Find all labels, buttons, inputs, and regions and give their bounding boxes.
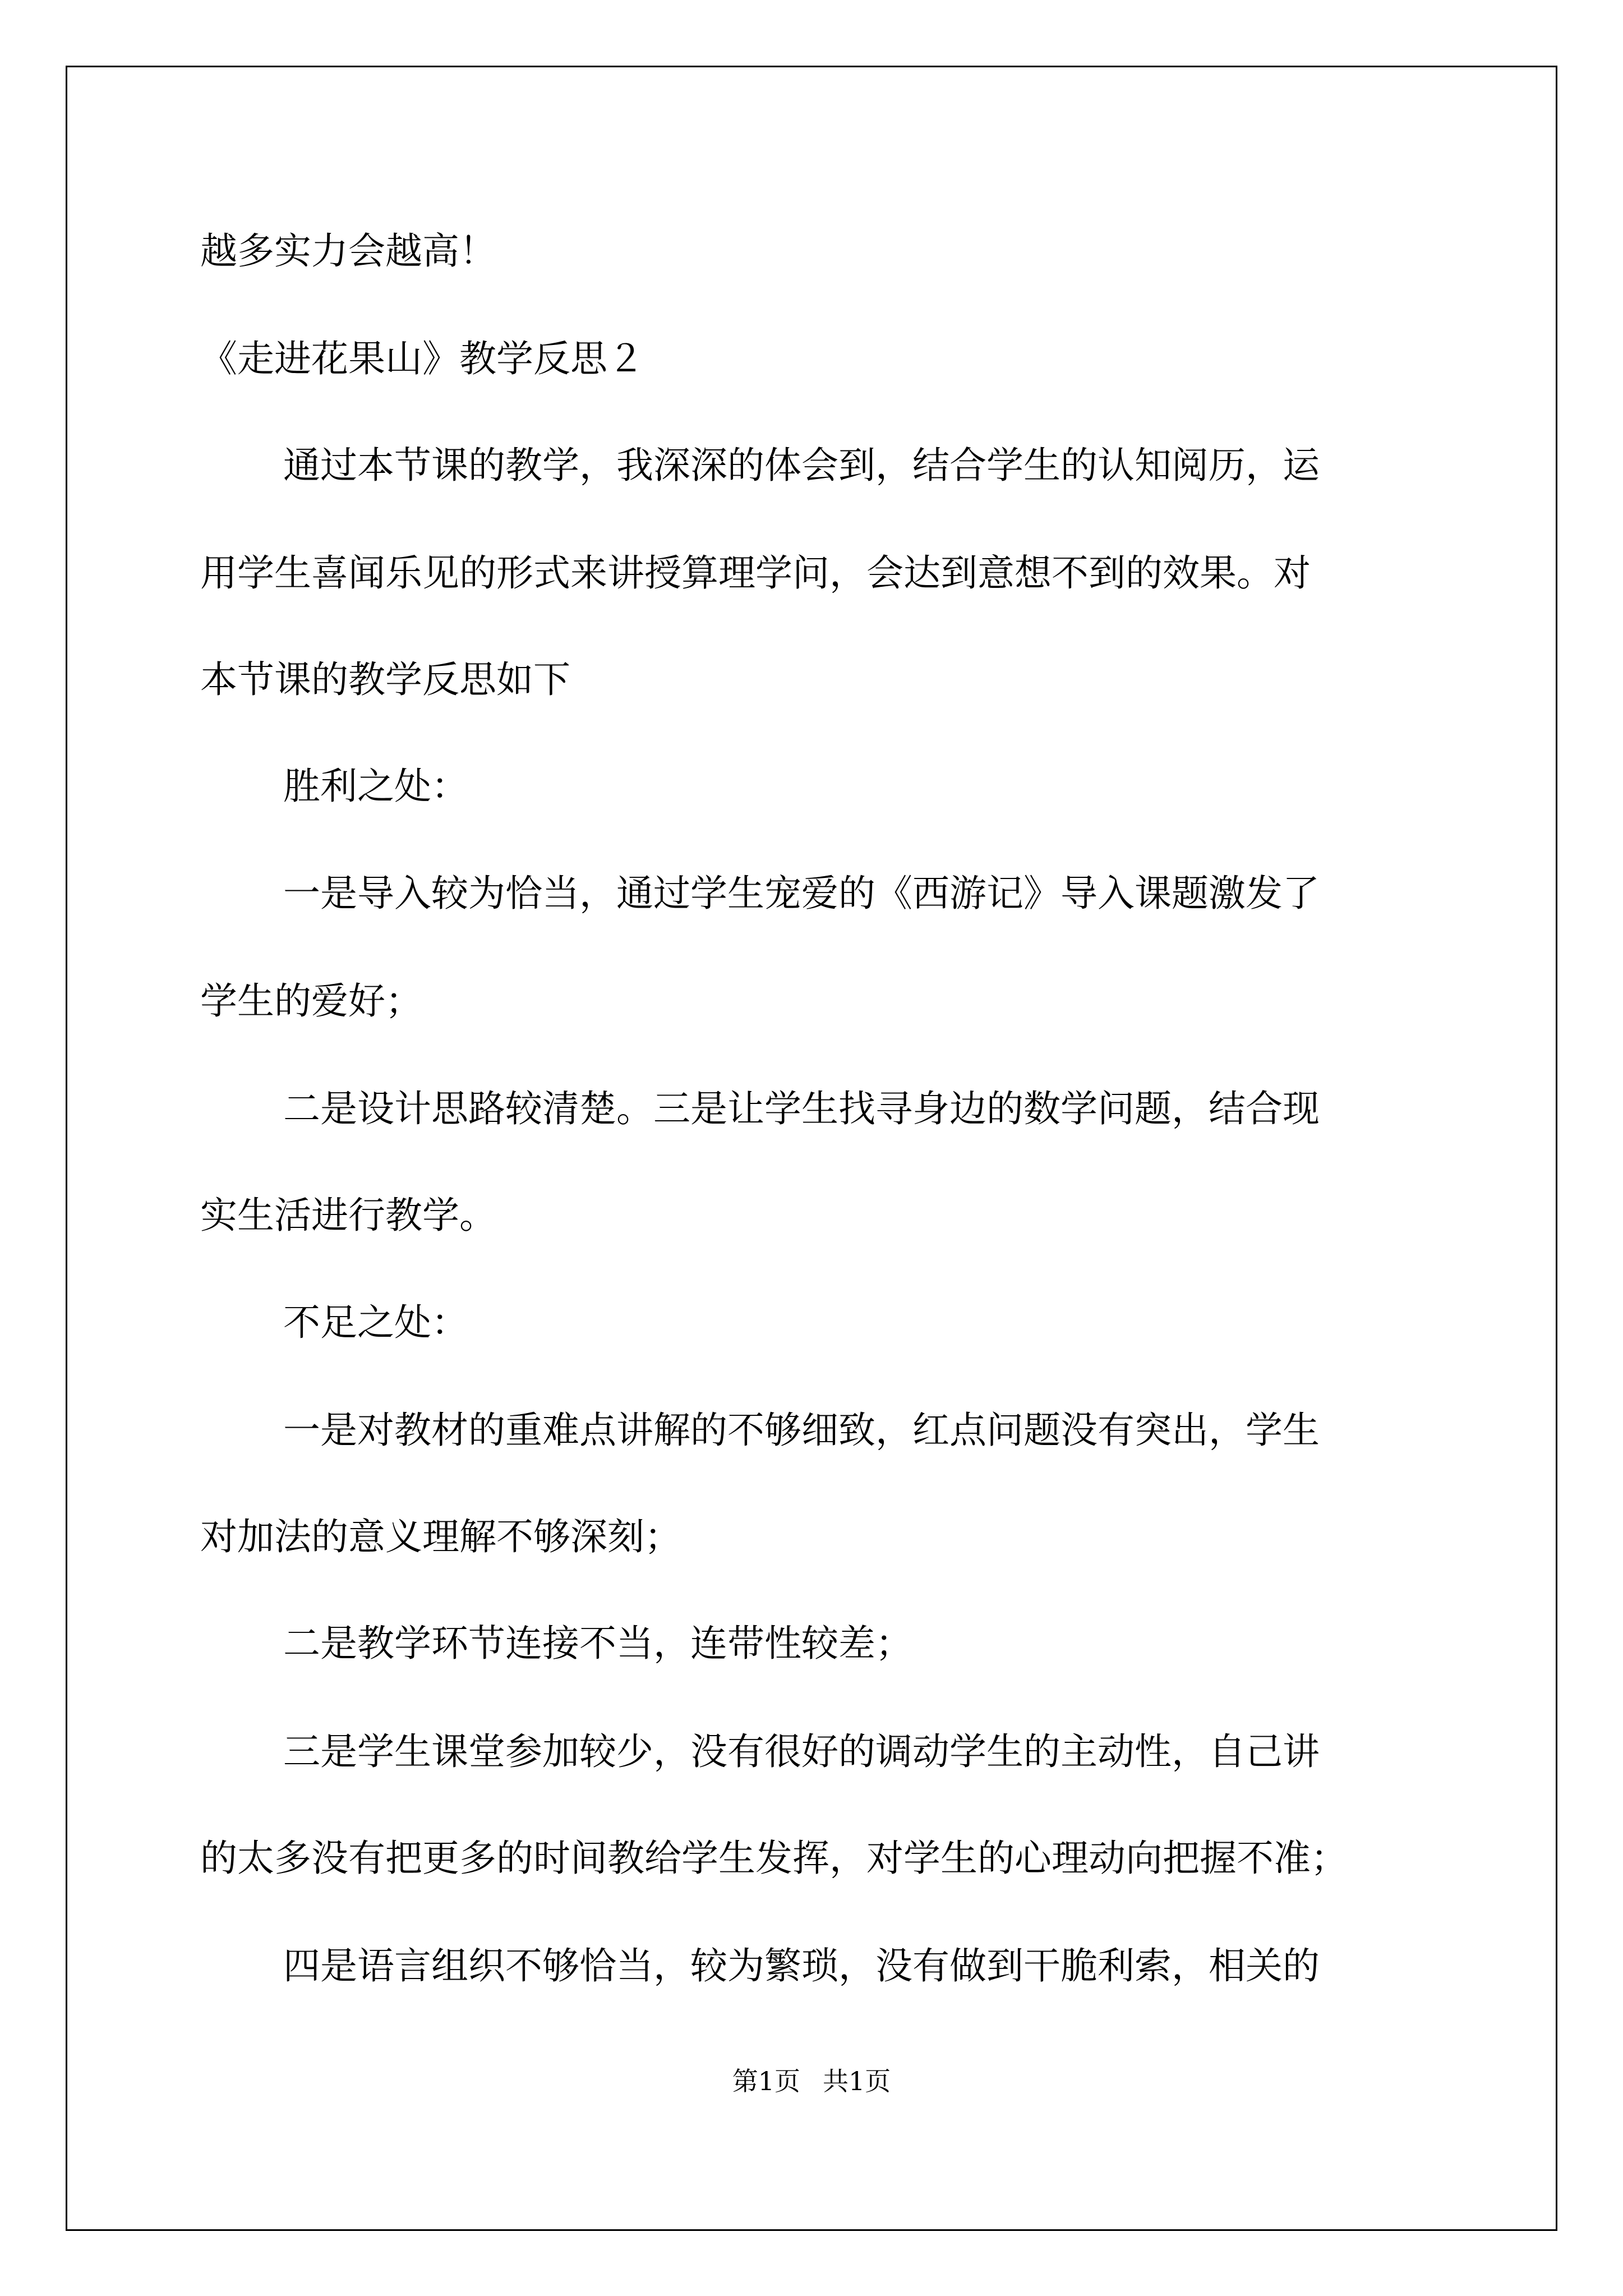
section-title: 《走进花果山》教学反思２	[200, 337, 644, 380]
subheading-success: 胜利之处：	[283, 765, 468, 808]
subheading-shortcomings: 不足之处：	[283, 1301, 468, 1344]
paragraph-line: 通过本节课的教学，我深深的体会到，结合学生的认知阅历，运	[283, 444, 1320, 487]
page-number: 第1页	[732, 2066, 800, 2096]
paragraph-line: 三是学生课堂参加较少，没有很好的调动学生的主动性，自己讲	[283, 1730, 1320, 1773]
paragraph-line: 实生活进行教学。	[200, 1194, 496, 1237]
paragraph-line: 本节课的教学反思如下	[200, 658, 570, 701]
page-border	[66, 66, 1557, 2231]
paragraph-line: 的太多没有把更多的时间教给学生发挥，对学生的心理动向把握不准；	[200, 1837, 1348, 1880]
paragraph-line: 用学生喜闻乐见的形式来讲授算理学问，会达到意想不到的效果。对	[200, 551, 1311, 595]
paragraph-line: 二是设计思路较清楚。三是让学生找寻身边的数学问题，结合现	[283, 1087, 1320, 1130]
page-total: 共1页	[823, 2066, 891, 2096]
paragraph-line: 学生的爱好；	[200, 979, 422, 1023]
paragraph-line: 对加法的意义理解不够深刻；	[200, 1515, 681, 1558]
paragraph-line: 一是导入较为恰当，通过学生宠爱的《西游记》导入课题激发了	[283, 872, 1320, 915]
paragraph-line: 二是教学环节连接不当，连带性较差；	[283, 1622, 912, 1665]
page-footer	[0, 2064, 1623, 2098]
text-line: 越多实力会越高！	[200, 229, 496, 273]
paragraph-line: 一是对教材的重难点讲解的不够细致，红点问题没有突出，学生	[283, 1409, 1320, 1452]
paragraph-line: 四是语言组织不够恰当，较为繁琐，没有做到干脆利索，相关的	[283, 1944, 1320, 1987]
